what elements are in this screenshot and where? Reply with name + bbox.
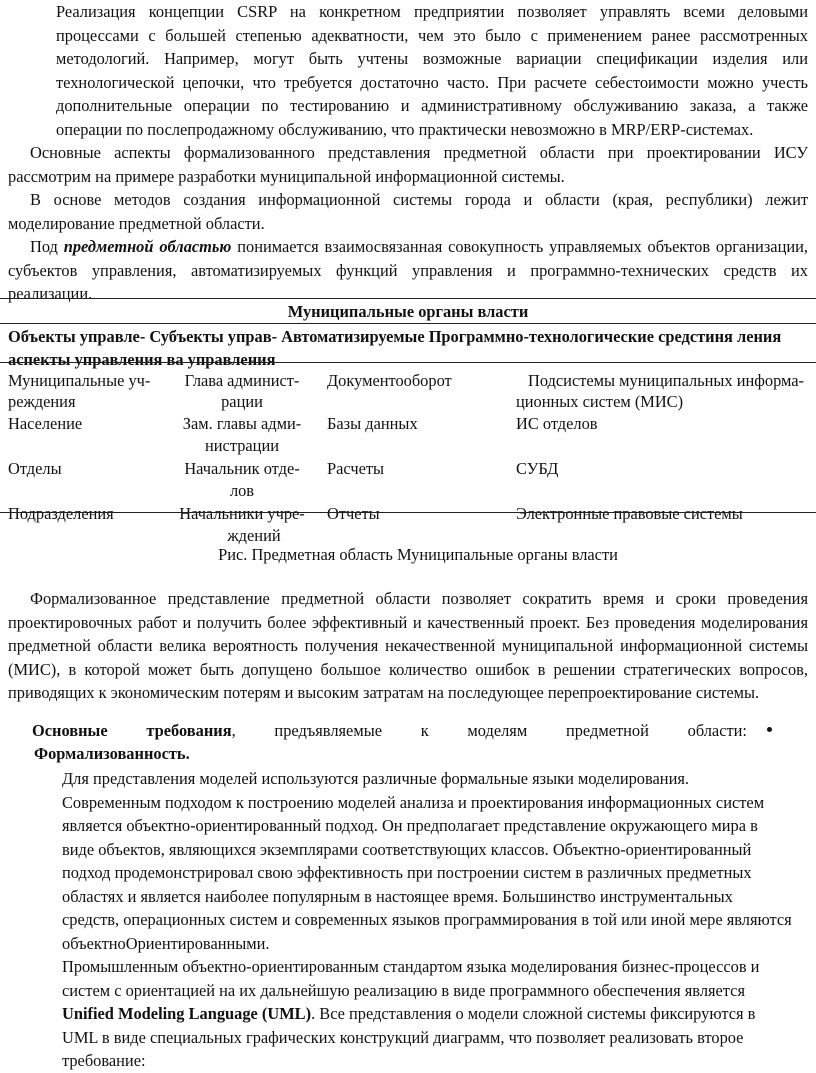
cell-subject-cont: лов: [229, 481, 255, 500]
requirements-heading: [32, 719, 772, 743]
cell-subject: Начальники учре-: [179, 504, 305, 523]
paragraph-definition: [8, 235, 808, 306]
cell-function: Документооборот: [327, 371, 452, 390]
cell-object: Подразделения: [8, 504, 114, 523]
cell-subject-cont: ждений: [227, 526, 281, 545]
formalization-section: [8, 587, 808, 705]
table-header-rule: [0, 362, 816, 363]
cell-object: Муниципальные уч-: [8, 371, 151, 390]
cell-object-cont: реждения: [8, 392, 76, 411]
cell-function: Базы данных: [327, 414, 418, 433]
req-comma: ,: [231, 721, 236, 740]
table-title: Муниципальные органы власти: [287, 302, 529, 321]
req-word: моделям: [467, 721, 528, 740]
intro-section: [8, 0, 808, 306]
requirement-formalization: Формализованность.: [34, 744, 190, 763]
cell-subject: Зам. главы адми-: [182, 414, 302, 433]
definition-prefix: Под: [30, 237, 64, 256]
uml-text: . Все представления о модели сложной системы фиксируются в UML в виде специальных графических конструкций диаграмм, что позволяет реализовать второе требование:: [62, 1004, 756, 1070]
table-title-rule: [0, 323, 816, 324]
cell-subject-cont: нистрации: [205, 436, 279, 455]
cell-object: Отделы: [8, 459, 62, 478]
municipal-table: [0, 298, 816, 545]
table-header-line-2: аспекты управления ва управления: [8, 350, 276, 369]
definition-term: предметной областью: [63, 237, 232, 256]
modeling-section: [62, 767, 792, 1073]
req-word: предметной: [565, 721, 649, 740]
paragraph-aspects: Основные аспекты формализованного представления предметной области при проектировании ИСУ рассмотрим на примере разработки муниципальной информационной системы.: [8, 143, 808, 186]
req-word: к: [420, 721, 429, 740]
paragraph-csrp: Реализация концепции CSRP на конкретном предприятии позволяет управлять всеми деловыми процессами с большей степенью адекватности, чем это было с применением ранее рассмотренных методологий. Например, могут быть учтены возможные вариации спецификации изделия или технологической цепочки, что требуется достаточно часто. При расчете себестоимости можно учесть дополнительные операции по тестированию и административному обслуживанию заказа, а также операции по послепродажному обслуживанию, что практически невозможно в MRP/ERP-системах.: [56, 2, 808, 139]
cell-subject: Глава админист-: [184, 371, 300, 390]
table-top-rule: [0, 298, 816, 299]
table-header-line-1: Объекты управле- Субъекты управ- Автоматизируемые Программно-технологические средстиня ления: [8, 327, 782, 346]
table-bottom-rule: [0, 512, 816, 513]
req-word: области:: [687, 721, 747, 740]
cell-tools: ИС отделов: [516, 414, 598, 433]
cell-tools: Электронные правовые системы: [516, 504, 743, 523]
paragraph-languages: Для представления моделей используются различные формальные языки моделирования.: [62, 769, 689, 788]
req-word: предъявляемые: [274, 721, 382, 740]
cell-tools: Подсистемы муниципальных информа-: [528, 371, 805, 390]
cell-tools-cont: ционных систем (МИС): [516, 392, 684, 411]
cell-tools: СУБД: [516, 459, 559, 478]
cell-object: Население: [8, 414, 83, 433]
figure-caption: Рис. Предметная область Муниципальные органы власти: [218, 545, 618, 564]
paragraph-oop: Современным подходом к построению моделей анализа и проектирования информационных систем является объектно-ориентированный подход. Он предполагает представление окружающего мира в виде объектов, являющихся экземплярами соответствующих классов. Объектно-ориентированный подход продемонстрировал свою эффективность при построении систем в различных предметных областях и является наиболее популярным в настоящее время. Большинство инструментальных средств, операционных систем и современных языков программирования в той или иной мере являются объектноОриентированными.: [62, 792, 792, 953]
requirement-item: [34, 742, 190, 766]
cell-function: Отчеты: [327, 504, 380, 523]
paragraph-uml: [62, 955, 792, 1073]
req-word: требования: [146, 721, 232, 740]
req-word: Основные: [32, 721, 108, 740]
bullet-icon: [767, 727, 772, 732]
cell-subject-cont: рации: [221, 392, 263, 411]
paragraph-formal-representation: Формализованное представление предметной области позволяет сократить время и сроки проведения проектировочных работ и получить более эффективный и качественный проект. Без проведения моделирования предметной области велика вероятность получения некачественной муниципальной информационной системы (МИС), в которой может быть допущено большое количество ошибок в решении стратегических вопросов, приводящих к экономическим потерям и высоким затратам на последующее перепроектирование системы.: [8, 589, 808, 702]
cell-function: Расчеты: [327, 459, 385, 478]
definition-text: понимается взаимосвязанная совокупность управляемых объектов организации, субъектов управления, автоматизируемых функций управления и программно-технических средств их реализации.: [8, 237, 808, 303]
uml-prefix: Промышленным объектно-ориентированным стандартом языка моделирования бизнес-процессов и систем с ориентацией на их дальнейшую реализацию в виде программного обеспечения является: [62, 957, 760, 1000]
paragraph-methods: В основе методов создания информационной системы города и области (края, республики) лежит моделирование предметной области.: [8, 190, 808, 233]
cell-subject: Начальник отде-: [184, 459, 300, 478]
uml-term: Unified Modeling Language (UML): [62, 1004, 312, 1023]
